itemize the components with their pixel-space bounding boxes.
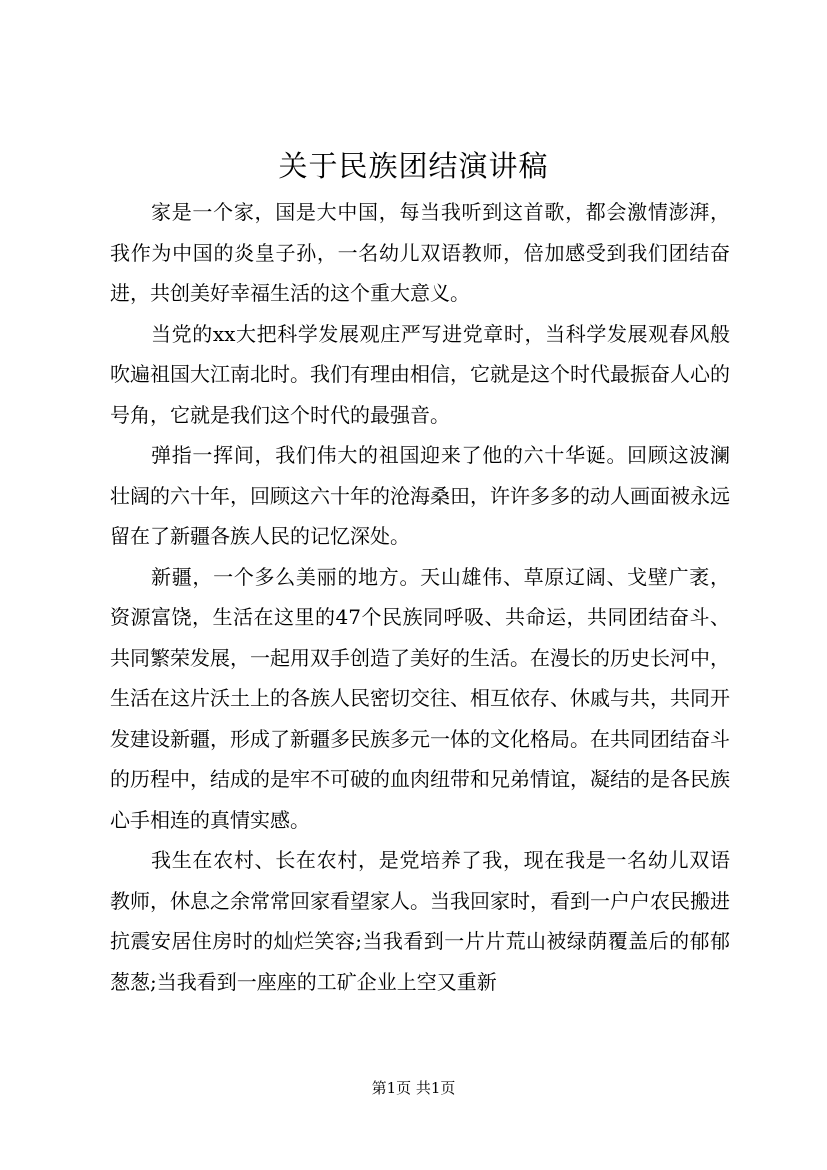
page-footer: 第1页 共1页 — [371, 1079, 456, 1097]
paragraph: 家是一个家，国是大中国，每当我听到这首歌，都会激情澎湃，我作为中国的炎皇子孙，一名幼儿双语教师，倍加感受到我们团结奋进，共创美好幸福生活的这个重大意义。 — [110, 200, 730, 305]
paragraph: 新疆，一个多么美丽的地方。天山雄伟、草原辽阔、戈壁广袤，资源富饶，生活在这里的47个民族同呼吸、共命运，共同团结奋斗、共同繁荣发展，一起用双手创造了美好的生活。在漫长的历史长河中，生活在这片沃土上的各族人民密切交往、相互依存、休戚与共，共同开发建设新疆，形成了新疆多民族多元一体的文化格局。在共同团结奋斗的历程中，结成的是牢不可破的血肉纽带和兄弟情谊，凝结的是各民族心手相连的真情实感。 — [110, 564, 730, 832]
paragraph: 弹指一挥间，我们伟大的祖国迎来了他的六十华诞。回顾这波澜壮阔的六十年，回顾这六十年的沧海桑田，许许多多的动人画面被永远留在了新疆各族人民的记忆深处。 — [110, 443, 730, 548]
document-body — [110, 192, 730, 1002]
paragraph: 当党的xx大把科学发展观庄严写进党章时，当科学发展观春风般吹遍祖国大江南北时。我们有理由相信，它就是这个时代最振奋人心的号角，它就是我们这个时代的最强音。 — [110, 321, 730, 427]
document-title: 关于民族团结演讲稿 — [278, 149, 549, 183]
paragraph: 我生在农村、长在农村，是党培养了我，现在我是一名幼儿双语教师，休息之余常常回家看望家人。当我回家时，看到一户户农民搬进抗震安居住房时的灿烂笑容;当我看到一片片荒山被绿荫覆盖后的郁郁葱葱;当我看到一座座的工矿企业上空又重新 — [110, 848, 730, 994]
